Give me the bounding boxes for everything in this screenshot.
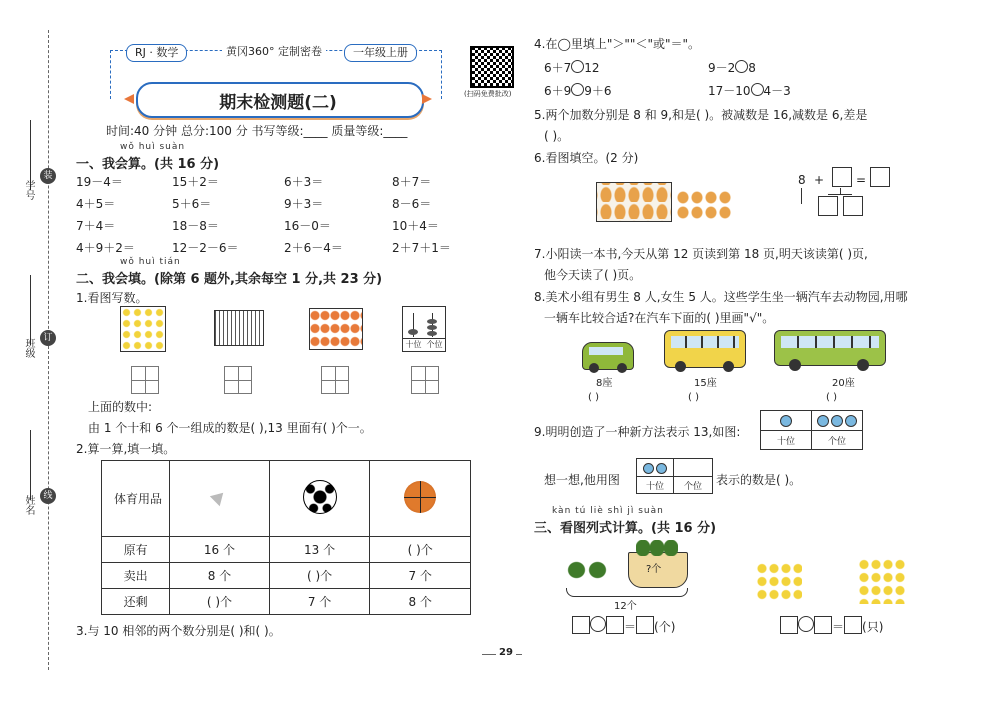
q5-line2: ( )。 [544, 129, 570, 143]
class-label: 班级 [23, 338, 34, 358]
ducks-group-left [756, 562, 802, 602]
q7-line2: 他今天读了( )页。 [544, 268, 642, 282]
seal-badge: 装 [40, 168, 56, 184]
van-icon [582, 342, 634, 370]
compare-circle[interactable] [735, 60, 748, 73]
q9-line1: 9.明明创造了一种新方法表示 13,如图: [534, 425, 741, 439]
equation-box[interactable] [814, 616, 832, 634]
equation-box[interactable] [636, 616, 654, 634]
watermelons-in-basket-picture [636, 540, 678, 556]
operator-circle[interactable] [590, 616, 606, 632]
answer-grid-2[interactable] [224, 366, 252, 394]
addend-box[interactable] [832, 167, 852, 187]
arithmetic-item[interactable]: 8＋7＝ [392, 175, 432, 189]
q1-line1: 上面的数中: [88, 400, 153, 414]
row-label: 原有 [102, 537, 170, 563]
q4-item-1: 6＋7 12 [544, 61, 600, 75]
soccer-ball-cell [269, 461, 370, 537]
exam-meta: 时间:40 分钟 总分:100 分 书写等级:____ 质量等级:____ [106, 124, 408, 138]
split-line-h [828, 194, 852, 195]
student-id-label: 学号 [23, 180, 34, 200]
shuttlecock-icon [210, 488, 228, 506]
arithmetic-item[interactable]: 15＋2＝ [172, 175, 219, 189]
place-value-chart-question [636, 458, 713, 477]
total-label: 12个 [614, 601, 637, 612]
equation-box[interactable] [606, 616, 624, 634]
section3-title: 三、看图列式计算。(共 16 分) [534, 521, 717, 536]
q1-label: 1.看图写数。 [76, 291, 148, 305]
q6-label: 6.看图填空。(2 分) [534, 151, 639, 165]
row-label: 卖出 [102, 563, 170, 589]
subject-tag: RJ · 数学 [126, 44, 187, 62]
table-cell: 13 个 [269, 537, 370, 563]
unit-label: (个) [654, 620, 676, 634]
qr-code-icon[interactable] [470, 46, 514, 88]
watermelons-loose-picture [566, 560, 608, 580]
q8-line2: 一辆车比较合适?在汽车下面的( )里画"√"。 [544, 311, 775, 325]
q9-line2-a: 想一想,他用图 [544, 473, 620, 487]
arithmetic-item[interactable]: 8－6＝ [392, 197, 432, 211]
unit-label: (只) [862, 620, 884, 634]
table-cell[interactable]: ( )个 [170, 589, 270, 615]
q4-item-4: 17－10 4－3 [708, 84, 791, 98]
equation-box[interactable] [780, 616, 798, 634]
van-mark[interactable]: ( ) [588, 392, 599, 403]
total-brace [566, 588, 688, 597]
table-cell: 7 个 [370, 563, 471, 589]
equals-sign: = [856, 173, 867, 187]
place-value-labels-example: 十位 个位 [760, 430, 863, 450]
q9-line2-b: 表示的数是( )。 [716, 473, 802, 487]
sum-box[interactable] [870, 167, 890, 187]
answer-grid-3[interactable] [321, 366, 349, 394]
seal-badge: 线 [40, 488, 56, 504]
row-label: 还剩 [102, 589, 170, 615]
page-number: 29 [496, 645, 516, 661]
arithmetic-item[interactable]: 4＋5＝ [76, 197, 116, 211]
peaches-picture [309, 308, 363, 350]
q8-line1: 8.美术小组有男生 8 人,女生 5 人。这些学生坐一辆汽车去动物园,用哪 [534, 290, 908, 304]
van-seats: 8座 [596, 378, 613, 389]
arithmetic-item[interactable]: 2＋7＋1＝ [392, 241, 451, 255]
equation-box[interactable] [572, 616, 590, 634]
arithmetic-item[interactable]: 10＋4＝ [392, 219, 439, 233]
q4-label: 4.在◯里填上"＞""＜"或"＝"。 [534, 37, 700, 51]
answer-grid-4[interactable] [411, 366, 439, 394]
ducks-group-right [858, 558, 906, 604]
series-name: 黄冈360° 定制密卷 [222, 44, 326, 60]
arithmetic-item[interactable]: 19－4＝ [76, 175, 123, 189]
place-value-labels-question: 十位 个位 [636, 476, 713, 494]
compare-circle[interactable] [751, 83, 764, 96]
arithmetic-item[interactable]: 5＋6＝ [172, 197, 212, 211]
arithmetic-item[interactable]: 6＋3＝ [284, 175, 324, 189]
table-cell: 16 个 [170, 537, 270, 563]
equation-row-2: ＝ (只) [780, 616, 883, 635]
grade-tag: 一年级上册 [344, 44, 417, 62]
sticks-bundle-picture [214, 310, 264, 346]
name-line [30, 430, 31, 500]
long-bus-mark[interactable]: ( ) [826, 392, 837, 403]
loose-cups-picture [676, 190, 732, 220]
class-line [30, 275, 31, 345]
equation-box[interactable] [844, 616, 862, 634]
answer-grid-1[interactable] [131, 366, 159, 394]
q6-first-number: 8 [798, 173, 806, 187]
section1-title: 一、我会算。(共 16 分) [76, 157, 220, 172]
bus-icon [664, 330, 746, 368]
split-line-v [801, 188, 802, 204]
page-title: 期末检测题(二) [219, 93, 337, 113]
binding-dashed-line [48, 30, 49, 670]
arithmetic-item[interactable]: 7＋4＝ [76, 219, 116, 233]
arithmetic-item[interactable]: 16－0＝ [284, 219, 331, 233]
plus-sign: + [814, 173, 825, 187]
table-cell: 8 个 [370, 589, 471, 615]
table-header-cell: 体育用品 [102, 461, 170, 537]
q3-label: 3.与 10 相邻的两个数分别是( )和( )。 [76, 624, 281, 638]
arithmetic-item[interactable]: 4＋9＋2＝ [76, 241, 135, 255]
q4-item-3: 6＋9 9＋6 [544, 84, 612, 98]
bus-seats: 15座 [694, 378, 717, 389]
basketball-cell [370, 461, 471, 537]
q5-line1: 5.两个加数分别是 8 和 9,和是( )。被减数是 16,减数是 6,差是 [534, 108, 868, 122]
basket-label: ?个 [646, 564, 662, 575]
soccer-ball-icon [303, 480, 337, 514]
compare-circle[interactable] [571, 60, 584, 73]
qr-caption: (扫码免费批改) [464, 90, 512, 98]
operator-circle[interactable] [798, 616, 814, 632]
compare-circle[interactable] [571, 83, 584, 96]
equation-row-1: ＝ (个) [572, 616, 675, 635]
table-cell: 8 个 [170, 563, 270, 589]
arithmetic-item[interactable]: 9＋3＝ [284, 197, 324, 211]
section3-pinyin: kàn tú liè shì jì suàn [552, 506, 664, 516]
section1-pinyin: wǒ huì suàn [120, 142, 186, 152]
sports-goods-table [101, 460, 471, 615]
place-value-chart-example [760, 410, 863, 431]
split-box-right[interactable] [843, 196, 863, 216]
cups-tray-picture [596, 182, 672, 222]
table-cell: 7 个 [269, 589, 370, 615]
long-bus-icon [774, 330, 886, 366]
section2-title: 二、我会填。(除第 6 题外,其余每空 1 分,共 23 分) [76, 272, 383, 287]
arithmetic-item[interactable]: 18－8＝ [172, 219, 219, 233]
table-cell[interactable]: ( )个 [269, 563, 370, 589]
split-box-left[interactable] [818, 196, 838, 216]
arithmetic-item[interactable]: 12－2－6＝ [172, 241, 239, 255]
table-cell[interactable]: ( )个 [370, 537, 471, 563]
section2-pinyin: wǒ huì tián [120, 257, 181, 267]
abacus-ones-label: 个位 [426, 340, 443, 349]
basketball-icon [404, 481, 436, 513]
q2-label: 2.算一算,填一填。 [76, 442, 176, 456]
q7-line1: 7.小阳读一本书,今天从第 12 页读到第 18 页,明天该读第( )页, [534, 247, 868, 261]
abacus-tens-label: 十位 [405, 340, 422, 349]
abacus-picture [402, 306, 446, 352]
arithmetic-item[interactable]: 2＋6－4＝ [284, 241, 343, 255]
shuttlecock-cell [170, 461, 270, 537]
seal-badge: 订 [40, 330, 56, 346]
q4-item-2: 9－2 8 [708, 61, 756, 75]
q1-line2: 由 1 个十和 6 个一组成的数是( ),13 里面有( )个一。 [88, 421, 372, 435]
lollipops-ten-picture [120, 306, 166, 352]
long-bus-seats: 20座 [832, 378, 855, 389]
name-label: 姓名 [23, 495, 34, 515]
bus-mark[interactable]: ( ) [688, 392, 699, 403]
